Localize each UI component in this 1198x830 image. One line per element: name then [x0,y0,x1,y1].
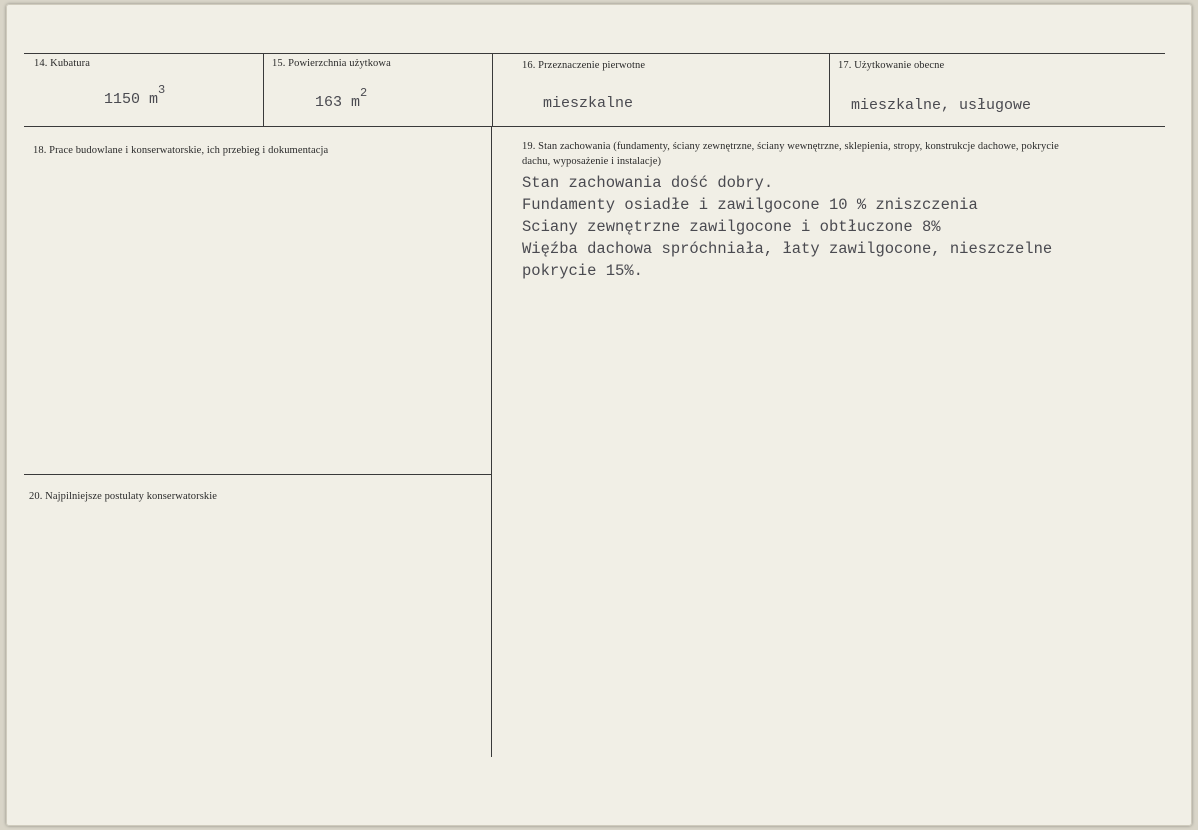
field-15-unit: m [351,94,361,111]
field-19-line: Sciany zewnętrzne zawilgocone i obtłuczone 8% [522,218,941,236]
field-19-line: Więźba dachowa spróchniała, łaty zawilgocone, nieszczelne [522,240,1053,258]
field-14-number: 1150 [104,91,141,108]
field-19-line: Stan zachowania dość dobry. [522,174,774,192]
divider-16-17 [829,53,830,127]
section-18-bottom-rule [24,474,491,475]
divider-15-16 [492,53,493,127]
field-18-label: 18. Prace budowlane i konserwatorskie, ich przebieg i dokumentacja [33,145,329,156]
field-19-line: Fundamenty osiadłe i zawilgocone 10 % zniszczenia [522,196,978,214]
field-15-exponent: 2 [360,86,368,100]
header-row-bottom-rule [24,126,1165,127]
field-14-exponent: 3 [158,83,166,97]
field-19-typed-text [522,172,1052,282]
field-14-unit: m [149,91,159,108]
field-14-label: 14. Kubatura [34,58,91,69]
field-16-label: 16. Przeznaczenie pierwotne [522,60,646,71]
field-17-label: 17. Użytkowanie obecne [838,60,945,71]
field-15-number: 163 [315,94,343,111]
main-column-divider [491,126,492,757]
field-14-value [104,83,166,108]
top-rule [24,53,1165,54]
divider-14-15 [263,53,264,127]
field-15-label: 15. Powierzchnia użytkowa [272,58,391,69]
field-20-label: 20. Najpilniejsze postulaty konserwatorskie [29,491,218,502]
field-16-value: mieszkalne [543,95,634,112]
field-15-value [315,86,368,111]
field-19-label: 19. Stan zachowania (fundamenty, ściany zewnętrzne, ściany wewnętrzne, sklepienia, stropy, konstrukcje dachowe, pokrycie dachu, wyposażenie i instalacje) [522,141,1059,167]
field-19-line: pokrycie 15%. [522,262,643,280]
field-17-value: mieszkalne, usługowe [851,97,1032,114]
